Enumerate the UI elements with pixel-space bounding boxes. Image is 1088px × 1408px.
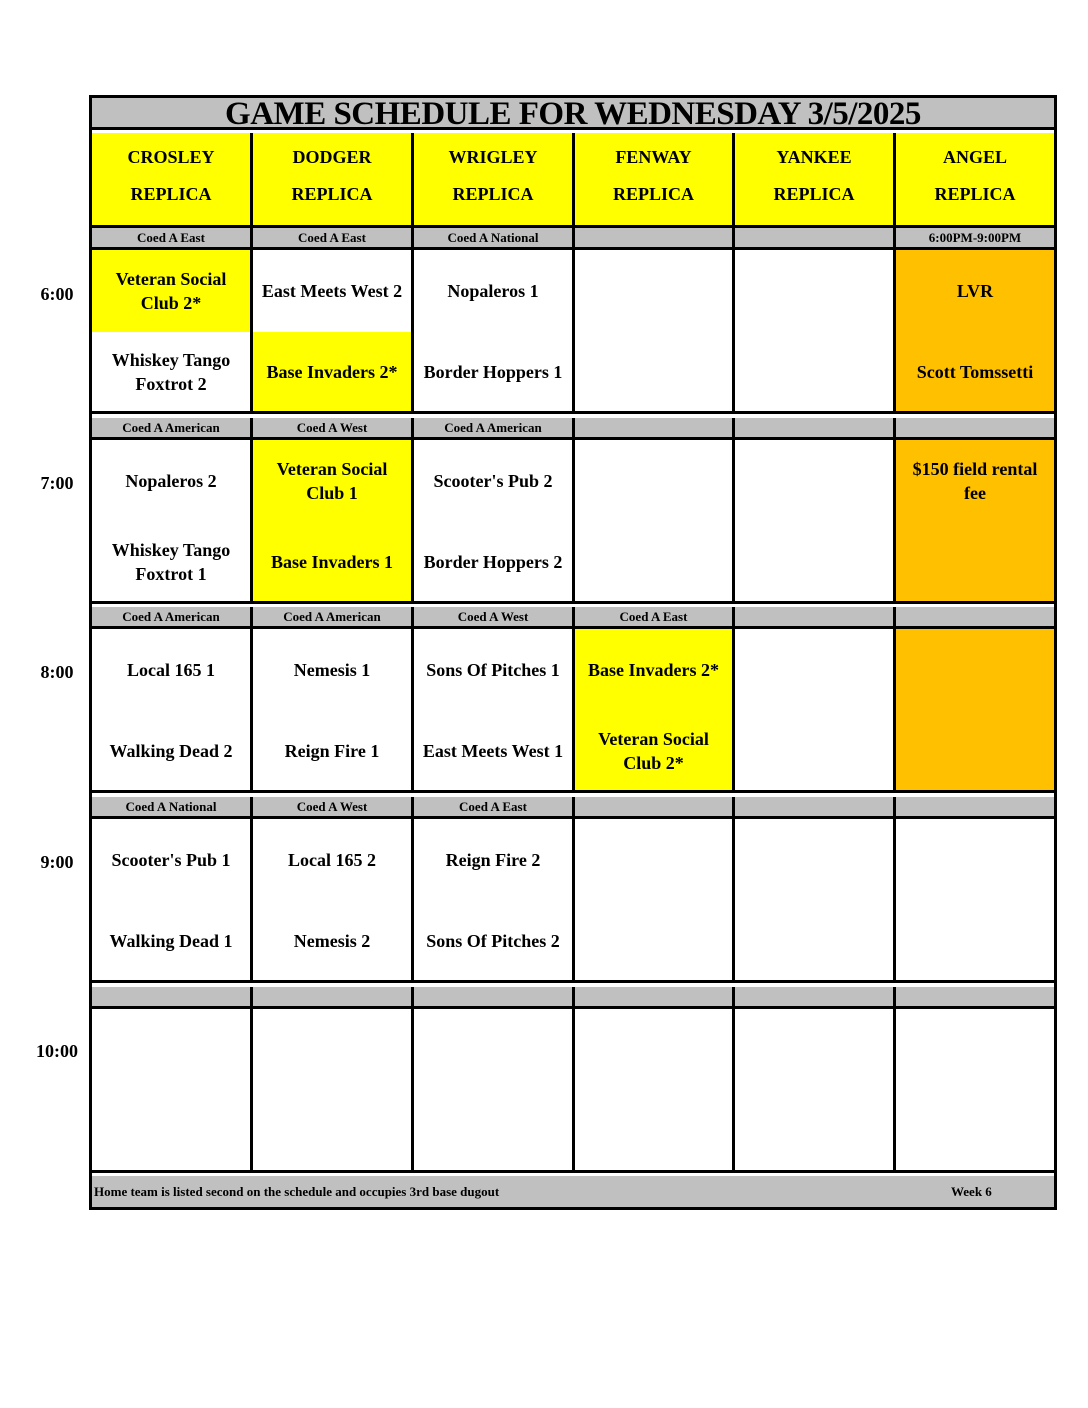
- field-name: WRIGLEY: [448, 147, 538, 167]
- division-label: Coed A American: [92, 607, 253, 629]
- division-label: [896, 418, 1054, 440]
- game-team-cell: LVR: [896, 250, 1054, 332]
- field-header-wrigley: [414, 133, 575, 228]
- division-label: Coed A National: [92, 797, 253, 819]
- game-team-cell: [735, 440, 896, 522]
- game-team-cell: [896, 522, 1054, 604]
- game-team-cell: $150 field rental fee: [896, 440, 1054, 522]
- game-team-cell: [735, 250, 896, 332]
- division-label: Coed A East: [253, 228, 414, 250]
- game-team-cell: Base Invaders 2*: [575, 629, 735, 711]
- division-label: Coed A East: [414, 797, 575, 819]
- division-label: [575, 797, 735, 819]
- field-name: FENWAY: [615, 147, 692, 167]
- game-team-cell: Reign Fire 1: [253, 711, 414, 793]
- game-team-cell: [575, 901, 735, 983]
- game-team-cell: [735, 522, 896, 604]
- division-label: [253, 987, 414, 1009]
- game-team-cell: Local 165 1: [92, 629, 253, 711]
- game-team-cell: [735, 901, 896, 983]
- game-team-cell: Nemesis 1: [253, 629, 414, 711]
- game-team-cell: [575, 1091, 735, 1173]
- game-team-cell: [735, 819, 896, 901]
- division-label: [735, 797, 896, 819]
- division-label: [735, 418, 896, 440]
- division-label: [575, 987, 735, 1009]
- field-subtitle: REPLICA: [773, 184, 855, 204]
- schedule-title: GAME SCHEDULE FOR WEDNESDAY 3/5/2025: [92, 98, 1054, 130]
- game-team-cell: Base Invaders 2*: [253, 332, 414, 414]
- game-team-cell: [896, 629, 1054, 711]
- division-label: Coed A East: [575, 607, 735, 629]
- game-team-cell: [896, 819, 1054, 901]
- time-label: 6:00: [40, 284, 74, 304]
- field-header-angel: [896, 133, 1054, 228]
- game-team-cell: East Meets West 2: [253, 250, 414, 332]
- division-label: [896, 797, 1054, 819]
- game-team-cell: [575, 522, 735, 604]
- game-team-cell: [253, 1009, 414, 1091]
- field-header-yankee: [735, 133, 896, 228]
- game-team-cell: [735, 1091, 896, 1173]
- division-label: [575, 228, 735, 250]
- division-label: Coed A West: [253, 797, 414, 819]
- game-team-cell: Nopaleros 1: [414, 250, 575, 332]
- division-label: [735, 987, 896, 1009]
- game-team-cell: [414, 1009, 575, 1091]
- time-label: 9:00: [40, 852, 74, 872]
- game-team-cell: Walking Dead 1: [92, 901, 253, 983]
- game-team-cell: [735, 332, 896, 414]
- footer-note: Home team is listed second on the schedule and occupies 3rd base dugout: [94, 1184, 500, 1199]
- game-team-cell: Veteran Social Club 2*: [92, 250, 253, 332]
- week-label: Week 6: [951, 1184, 992, 1199]
- division-label: 6:00PM-9:00PM: [896, 228, 1054, 250]
- division-label: [92, 987, 253, 1009]
- game-team-cell: Veteran Social Club 1: [253, 440, 414, 522]
- division-label: [735, 607, 896, 629]
- division-label: Coed A American: [92, 418, 253, 440]
- field-subtitle: REPLICA: [130, 184, 212, 204]
- field-header-dodger: [253, 133, 414, 228]
- game-team-cell: Sons Of Pitches 1: [414, 629, 575, 711]
- game-team-cell: [896, 1091, 1054, 1173]
- game-team-cell: Border Hoppers 1: [414, 332, 575, 414]
- game-team-cell: [575, 440, 735, 522]
- division-label: [575, 418, 735, 440]
- game-team-cell: Reign Fire 2: [414, 819, 575, 901]
- game-team-cell: [896, 711, 1054, 793]
- field-subtitle: REPLICA: [291, 184, 373, 204]
- division-label: Coed A National: [414, 228, 575, 250]
- game-team-cell: Scott Tomssetti: [896, 332, 1054, 414]
- game-team-cell: [575, 819, 735, 901]
- field-subtitle: REPLICA: [612, 184, 694, 204]
- game-team-cell: Whiskey Tango Foxtrot 1: [92, 522, 253, 604]
- time-label: 10:00: [36, 1041, 78, 1061]
- field-header-crosley: [92, 133, 253, 228]
- game-team-cell: Walking Dead 2: [92, 711, 253, 793]
- game-team-cell: [92, 1009, 253, 1091]
- field-subtitle: REPLICA: [934, 184, 1016, 204]
- division-label: [896, 607, 1054, 629]
- game-team-cell: [253, 1091, 414, 1173]
- time-label: 7:00: [40, 473, 74, 493]
- game-team-cell: Scooter's Pub 2: [414, 440, 575, 522]
- field-name: ANGEL: [942, 147, 1007, 167]
- division-label: Coed A American: [253, 607, 414, 629]
- game-team-cell: Veteran Social Club 2*: [575, 711, 735, 793]
- game-team-cell: Scooter's Pub 1: [92, 819, 253, 901]
- division-label: [735, 228, 896, 250]
- division-label: Coed A American: [414, 418, 575, 440]
- division-label: Coed A West: [253, 418, 414, 440]
- game-team-cell: [92, 1091, 253, 1173]
- game-team-cell: Sons Of Pitches 2: [414, 901, 575, 983]
- field-header-fenway: [575, 133, 735, 228]
- footer-bar: [92, 1176, 1054, 1207]
- game-team-cell: Border Hoppers 2: [414, 522, 575, 604]
- division-label: [414, 987, 575, 1009]
- game-team-cell: [896, 1009, 1054, 1091]
- game-team-cell: [575, 250, 735, 332]
- game-team-cell: Nopaleros 2: [92, 440, 253, 522]
- time-label: 8:00: [40, 662, 74, 682]
- game-team-cell: Local 165 2: [253, 819, 414, 901]
- division-label: Coed A East: [92, 228, 253, 250]
- game-team-cell: Base Invaders 1: [253, 522, 414, 604]
- field-name: DODGER: [292, 147, 372, 167]
- division-label: Coed A West: [414, 607, 575, 629]
- game-team-cell: [896, 901, 1054, 983]
- game-team-cell: East Meets West 1: [414, 711, 575, 793]
- game-team-cell: Nemesis 2: [253, 901, 414, 983]
- field-name: CROSLEY: [127, 147, 215, 167]
- game-team-cell: [414, 1091, 575, 1173]
- field-name: YANKEE: [776, 147, 852, 167]
- game-team-cell: [575, 332, 735, 414]
- division-label: [896, 987, 1054, 1009]
- game-team-cell: [735, 711, 896, 793]
- game-team-cell: Whiskey Tango Foxtrot 2: [92, 332, 253, 414]
- field-subtitle: REPLICA: [452, 184, 534, 204]
- game-team-cell: [735, 629, 896, 711]
- game-team-cell: [575, 1009, 735, 1091]
- game-team-cell: [735, 1009, 896, 1091]
